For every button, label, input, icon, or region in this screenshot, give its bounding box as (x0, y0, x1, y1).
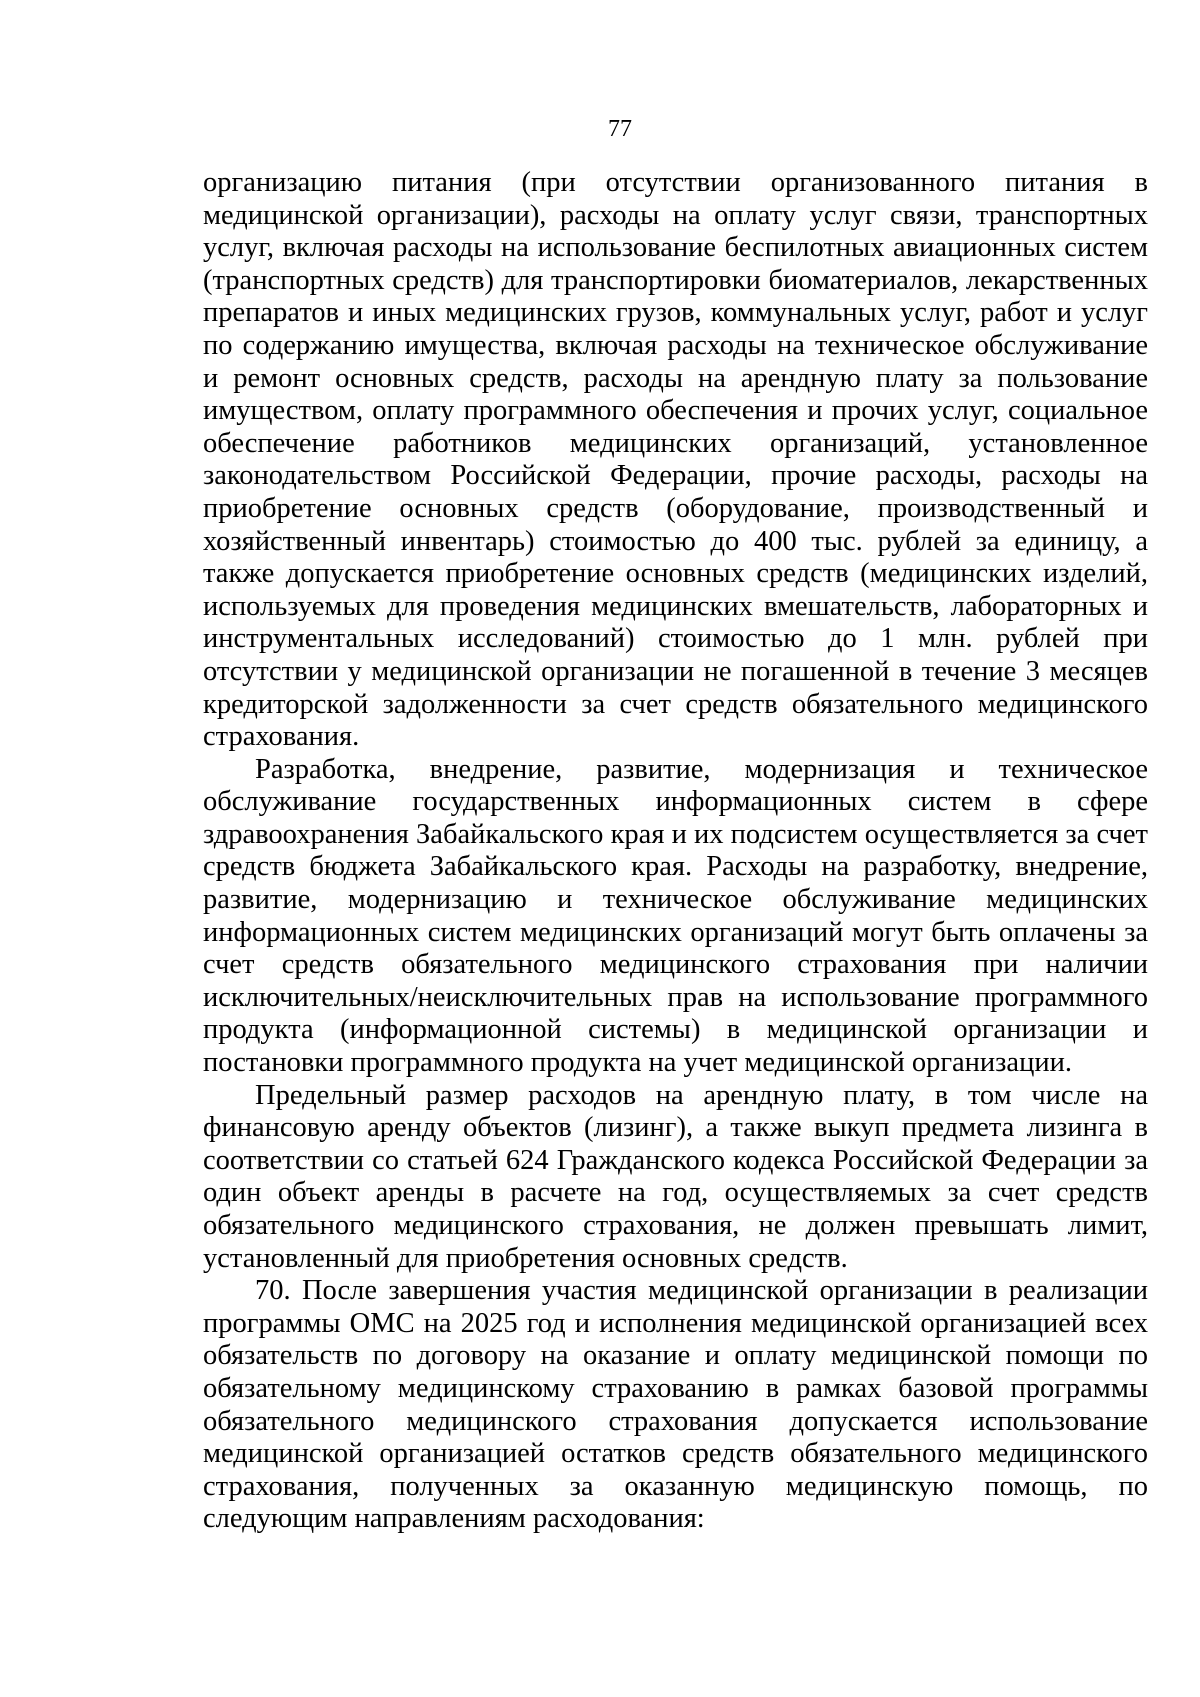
paragraph-continuation: организацию питания (при отсутствии организованного питания в медицинской организации), расходы на оплату услуг связи, транспортных услуг, включая расходы на использование беспилотных авиационных систем (транспортных средств) для транспортировки биоматериалов, лекарственных препаратов и иных медицинских грузов, коммунальных услуг, работ и услуг по содержанию имущества, включая расходы на техническое обслуживание и ремонт основных средств, расходы на арендную плату за пользование имуществом, оплату программного обеспечения и прочих услуг, социальное обеспечение работников медицинских организаций, установленное законодательством Российской Федерации, прочие расходы, расходы на приобретение основных средств (оборудование, производственный и хозяйственный инвентарь) стоимостью до 400 тыс. рублей за единицу, а также допускается приобретение основных средств (медицинских изделий, используемых для проведения медицинских вмешательств, лабораторных и инструментальных исследований) стоимостью до 1 млн. рублей при отсутствии у медицинской организации не погашенной в течение 3 месяцев кредиторской задолженности за счет средств обязательного медицинского страхования. (203, 167, 1148, 753)
paragraph-item-70: 70. После завершения участия медицинской организации в реализации программы ОМС на 2025 год и исполнения медицинской организацией всех обязательств по договору на оказание и оплату медицинской помощи по обязательному медицинскому страхованию в рамках базовой программы обязательного медицинского страхования допускается использование медицинской организацией остатков средств обязательного медицинского страхования, полученных за оказанную медицинскую помощь, по следующим направлениям расходования: (203, 1275, 1148, 1535)
paragraph-information-systems: Разработка, внедрение, развитие, модернизация и техническое обслуживание государственных информационных систем в сфере здравоохранения Забайкальского края и их подсистем осуществляется за счет средств бюджета Забайкальского края. Расходы на разработку, внедрение, развитие, модернизацию и техническое обслуживание медицинских информационных систем медицинских организаций могут быть оплачены за счет средств обязательного медицинского страхования при наличии исключительных/неисключительных прав на использование программного продукта (информационной системы) в медицинской организации и постановки программного продукта на учет медицинской организации. (203, 753, 1148, 1079)
document-body (203, 167, 1148, 1536)
page-number: 77 (608, 116, 632, 142)
paragraph-rent-limit: Предельный размер расходов на арендную плату, в том числе на финансовую аренду объектов (лизинг), а также выкуп предмета лизинга в соответствии со статьей 624 Гражданского кодекса Российской Федерации за один объект аренды в расчете на год, осуществляемых за счет средств обязательного медицинского страхования, не должен превышать лимит, установленный для приобретения основных средств. (203, 1079, 1148, 1274)
